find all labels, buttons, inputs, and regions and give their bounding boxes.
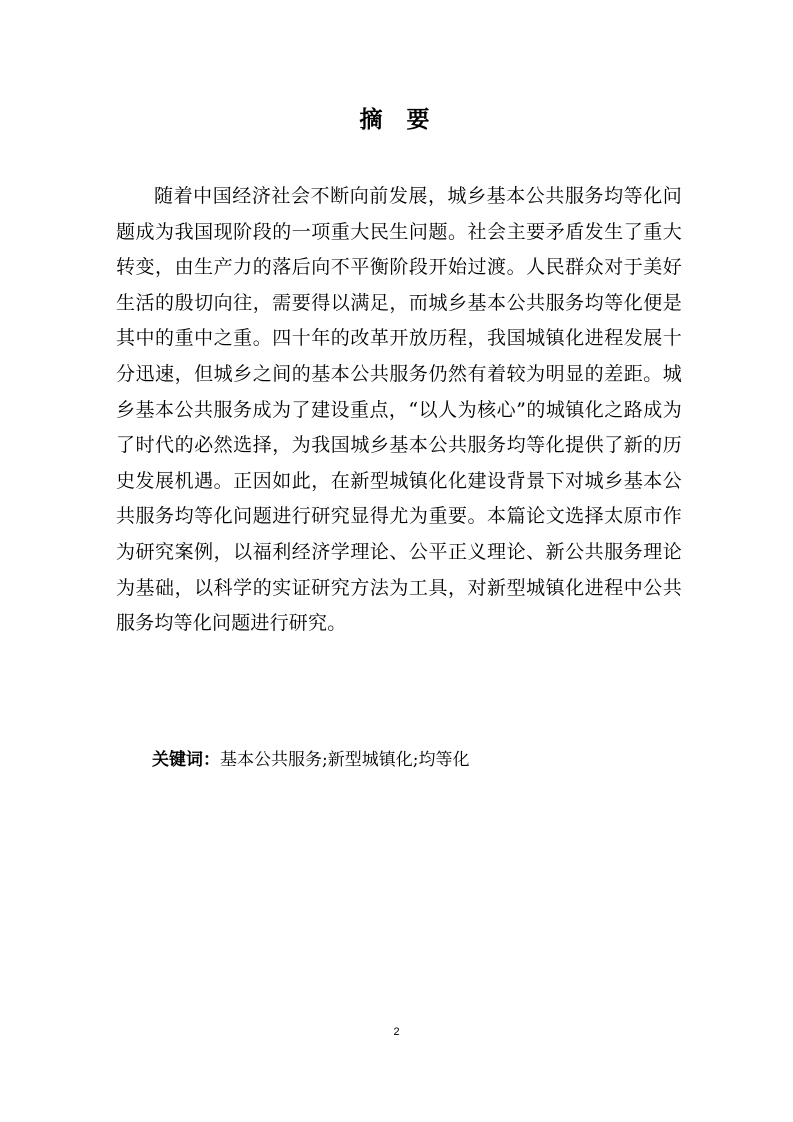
abstract-title: 摘 要 [359,107,438,133]
keywords-label: 关键词： [152,750,220,770]
abstract-body: 随着中国经济社会不断向前发展，城乡基本公共服务均等化问题成为我国现阶段的一项重大民生问题。社会主要矛盾发生了重大转变，由生产力的落后向不平衡阶段开始过渡。人民群众对于美好生活的殷切向往，需要得以满足，而城乡基本公共服务均等化便是其中的重中之重。四十年的改革开放历程，我国城镇化进程发展十分迅速，但城乡之间的基本公共服务仍然有着较为明显的差距。城乡基本公共服务成为了建设重点，“以人为核心”的城镇化之路成为了时代的必然选择，为我国城乡基本公共服务均等化提供了新的历史发展机遇。正因如此，在新型城镇化化建设背景下对城乡基本公共服务均等化问题进行研究显得尤为重要。本篇论文选择太原市作为研究案例，以福利经济学理论、公平正义理论、新公共服务理论为基础，以科学的实证研究方法为工具，对新型城镇化进程中公共服务均等化问题进行研究。 [116,185,682,635]
keywords-terms: 基本公共服务;新型城镇化;均等化 [220,750,470,770]
page-number: 2 [393,1026,400,1038]
keywords-line [152,745,692,775]
